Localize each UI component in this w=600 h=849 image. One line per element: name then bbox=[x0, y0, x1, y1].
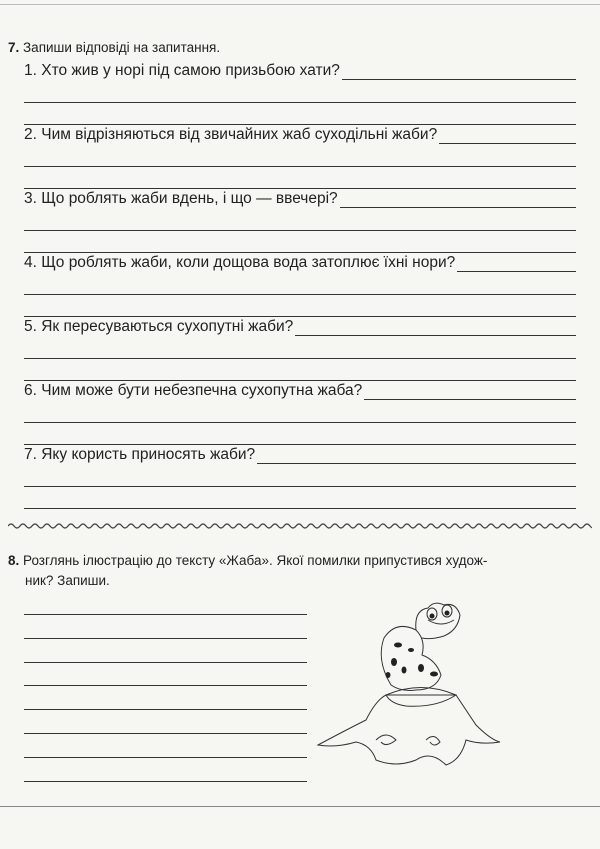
answer-blank[interactable] bbox=[364, 385, 576, 400]
answer-blank[interactable] bbox=[342, 65, 576, 80]
answer-line[interactable] bbox=[24, 614, 307, 615]
answer-line[interactable] bbox=[24, 166, 576, 167]
task-8-instruction-line2: ник? Запиши. bbox=[25, 573, 110, 588]
answer-line[interactable] bbox=[24, 508, 576, 509]
question-text: 4. Що роблять жаби, коли дощова вода затоплює їхні нори? bbox=[24, 254, 456, 271]
answer-line[interactable] bbox=[24, 486, 576, 487]
question-text: 1. Хто жив у норі під самою призьбою хати? bbox=[24, 62, 340, 79]
answer-line[interactable] bbox=[24, 124, 576, 125]
answer-line[interactable] bbox=[24, 685, 307, 686]
answer-line[interactable] bbox=[24, 188, 576, 189]
answer-blank[interactable] bbox=[295, 321, 576, 336]
task-7-instruction: Запиши відповіді на запитання. bbox=[23, 40, 221, 55]
task-7-number: 7. bbox=[8, 40, 20, 55]
answer-blank[interactable] bbox=[340, 193, 576, 208]
answer-line[interactable] bbox=[24, 709, 307, 710]
task-7-heading bbox=[8, 40, 220, 55]
answer-line[interactable] bbox=[24, 662, 307, 663]
answer-line[interactable] bbox=[24, 316, 576, 317]
question-6 bbox=[24, 382, 576, 400]
question-text: 7. Яку користь приносять жаби? bbox=[24, 446, 256, 463]
answer-blank[interactable] bbox=[457, 257, 576, 272]
answer-line[interactable] bbox=[24, 757, 307, 758]
answer-line[interactable] bbox=[24, 294, 576, 295]
task-8-number: 8. bbox=[8, 553, 20, 568]
answer-blank[interactable] bbox=[257, 449, 576, 464]
question-5 bbox=[24, 318, 576, 336]
answer-line[interactable] bbox=[24, 422, 576, 423]
answer-line[interactable] bbox=[24, 733, 307, 734]
answer-line[interactable] bbox=[24, 781, 307, 782]
answer-line[interactable] bbox=[24, 380, 576, 381]
wavy-divider bbox=[8, 522, 592, 530]
task-8-heading bbox=[8, 551, 578, 591]
question-text: 5. Як пересуваються сухопутні жаби? bbox=[24, 318, 294, 335]
answer-line[interactable] bbox=[24, 252, 576, 253]
question-text: 2. Чим відрізняються від звичайних жаб суходільні жаби? bbox=[24, 126, 438, 143]
answer-blank[interactable] bbox=[439, 129, 576, 144]
answer-line[interactable] bbox=[24, 444, 576, 445]
question-7 bbox=[24, 446, 576, 464]
question-2 bbox=[24, 126, 576, 144]
frog-on-stump-illustration bbox=[316, 600, 502, 770]
question-text: 3. Що роблять жаби вдень, і що — ввечері? bbox=[24, 190, 338, 207]
answer-line[interactable] bbox=[24, 358, 576, 359]
task-8-instruction-line1: Розглянь ілюстрацію до тексту «Жаба». Якої помилки припустився худож- bbox=[23, 553, 488, 568]
top-border bbox=[0, 4, 600, 5]
question-3 bbox=[24, 190, 576, 208]
answer-line[interactable] bbox=[24, 638, 307, 639]
question-1 bbox=[24, 62, 576, 80]
answer-line[interactable] bbox=[24, 230, 576, 231]
answer-line[interactable] bbox=[24, 102, 576, 103]
question-text: 6. Чим може бути небезпечна сухопутна жаба? bbox=[24, 382, 363, 399]
bottom-border bbox=[0, 806, 600, 807]
question-4 bbox=[24, 254, 576, 272]
